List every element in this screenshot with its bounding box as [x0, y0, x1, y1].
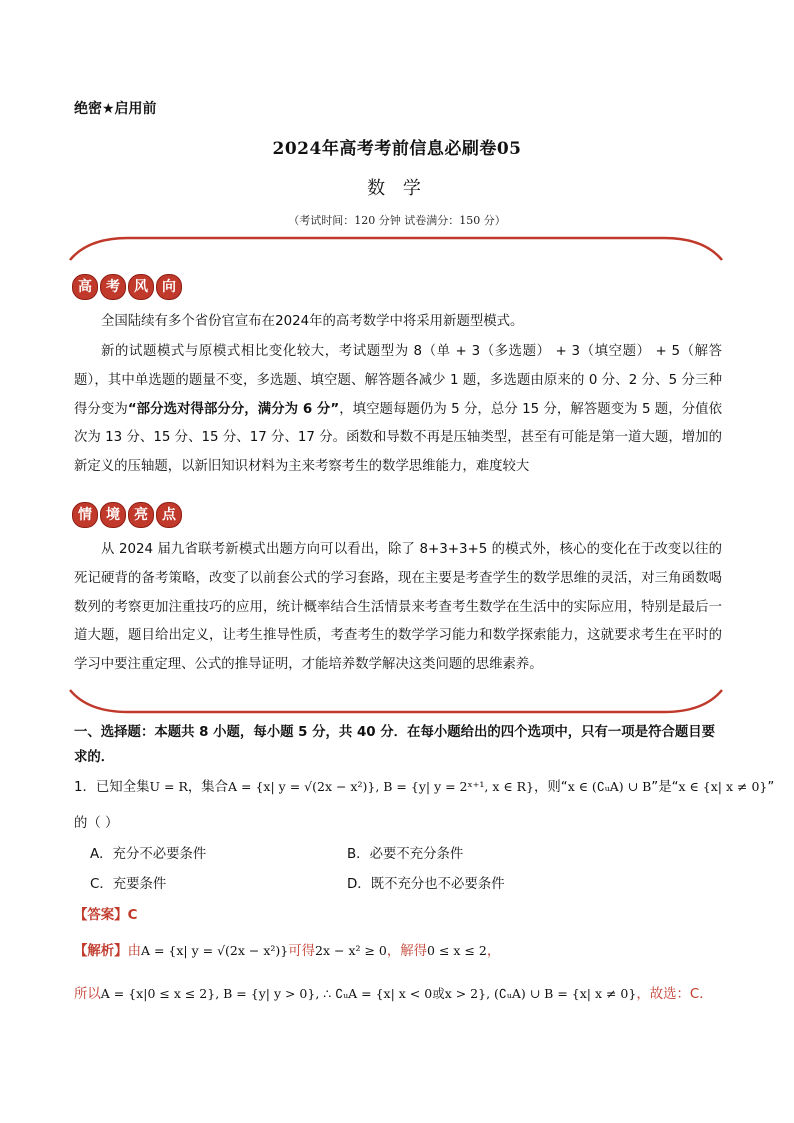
- analysis-line2-b: ，故选：C．: [636, 987, 713, 1002]
- badge-char: 高: [72, 274, 98, 300]
- q1-text-b: ，集合: [187, 780, 229, 795]
- answer-line: [74, 904, 137, 923]
- option-d: D．既不充分也不必要条件: [347, 877, 505, 892]
- trend-paragraph-1: 全国陆续有多个省份官宣布在2024年的高考数学中将采用新题型模式。: [101, 314, 524, 329]
- analysis-math-2: 2x − x² ≥ 0: [315, 943, 387, 958]
- paper-title: 2024年高考考前信息必刷卷05: [272, 139, 522, 159]
- answer-label: 【答案】: [74, 908, 128, 923]
- analysis-line2-a: 所以: [74, 987, 101, 1002]
- q1-text-a: 1．已知全集: [74, 780, 150, 795]
- exam-info: （考试时间：120 分钟 试卷满分：150 分）: [288, 214, 506, 227]
- q1-text-d: ”是“: [651, 780, 679, 795]
- subject-title: 数 学: [367, 178, 427, 199]
- badge-char: 境: [100, 502, 126, 528]
- trend-text-b: ，填空题每题仍为 5 分，总分 15 分，解答题变为 5 题，分值依次为 13 分、15 分、15 分、17 分、17 分。函数和导数不再是压轴类型，甚至有可能是第一道大题，增加的新定义的压轴题，以新旧知识材料为主来考察考生的数学思维能力，难度较大: [74, 401, 722, 475]
- analysis-text-d: ，: [486, 944, 501, 959]
- badge-char: 情: [72, 502, 98, 528]
- option-a: A．充分不必要条件: [90, 847, 207, 862]
- analysis-text-c: ，解得: [386, 944, 428, 959]
- badge-char: 考: [100, 274, 126, 300]
- option-b: B．必要不充分条件: [347, 847, 464, 862]
- part1-heading: 一、选择题：本题共 8 小题，每小题 5 分，共 40 分．在每小题给出的四个选项中，只有一项是符合题目要求的．: [74, 725, 716, 765]
- badge-char: 亮: [128, 502, 154, 528]
- q1-set-a: A = {x| y = √(2x − x²)}: [228, 779, 376, 794]
- analysis-line-1: [74, 940, 500, 959]
- q1-text-c: ，则“: [533, 780, 568, 795]
- q1-text-e: ”: [767, 780, 775, 795]
- analysis-label: 【解析】: [74, 944, 128, 959]
- analysis-text-b: 可得: [288, 944, 316, 959]
- q1-set-b: , B = {y| y = 2ˣ⁺¹, x ∈ R}: [375, 779, 534, 794]
- highlight-badge: [72, 502, 182, 528]
- question1-stem-cont: 的（ ）: [74, 816, 119, 831]
- analysis-line2-math: A = {x|0 ≤ x ≤ 2}, B = {y| y > 0}, ∴ ∁ᵤA = {x| x < 0或x > 2}, (∁ᵤA) ∪ B = {x| x ≠ 0}: [100, 986, 637, 1001]
- question1-stem: [74, 776, 775, 795]
- badge-char: 向: [156, 274, 182, 300]
- analysis-math-3: 0 ≤ x ≤ 2: [427, 943, 487, 958]
- badge-char: 风: [128, 274, 154, 300]
- q1-condition-2: x ∈ {x| x ≠ 0}: [678, 779, 768, 794]
- highlight-paragraph: 从 2024 届九省联考新模式出题方向可以看出，除了 8+3+3+5 的模式外，核心的变化在于改变以往的死记硬背的备考策略，改变了以前套公式的学习套路，现在主要是考查学生的数学思维的灵活，对三角函数喝数列的考察更加注重技巧的应用，统计概率结合生活情景来考查考生数学在生活中的实际应用，特别是最后一道大题，题目给出定义，让考生推导性质，考查考生的数学学习能力和数学探索能力，这就要求考生在平时的学习中要注重定理、公式的推导证明，才能培养数学解决这类问题的思维素养。: [74, 542, 722, 673]
- trend-paragraph-2: [74, 338, 722, 482]
- bottom-arc-divider: [68, 688, 724, 714]
- top-arc-divider: [68, 236, 724, 262]
- answer-value: C: [127, 908, 138, 923]
- trend-text-a: 新的试题模式与原模式相比变化较大，考试题型为 8（单 + 3（多选题） + 3（填空题） + 5（解答题），其中单选题的题量不变，多选题、填空题、解答题各减少 1 题，多选题由原来的 0 分、2 分、5 分三种得分变为: [74, 344, 722, 417]
- confidential-label: 绝密★启用前: [74, 101, 157, 117]
- analysis-math-1: A = {x| y = √(2x − x²)}: [140, 943, 289, 958]
- option-c: C．充要条件: [90, 877, 167, 892]
- trend-badge: [72, 274, 182, 300]
- q1-universal-set: U = R: [149, 779, 188, 794]
- badge-char: 点: [156, 502, 182, 528]
- q1-condition-1: x ∈ (∁ᵤA) ∪ B: [567, 779, 652, 794]
- analysis-text-a: 由: [127, 944, 141, 959]
- analysis-line-2: [74, 983, 713, 1002]
- trend-text-bold: “部分选对得部分分，满分为 6 分”: [127, 401, 340, 417]
